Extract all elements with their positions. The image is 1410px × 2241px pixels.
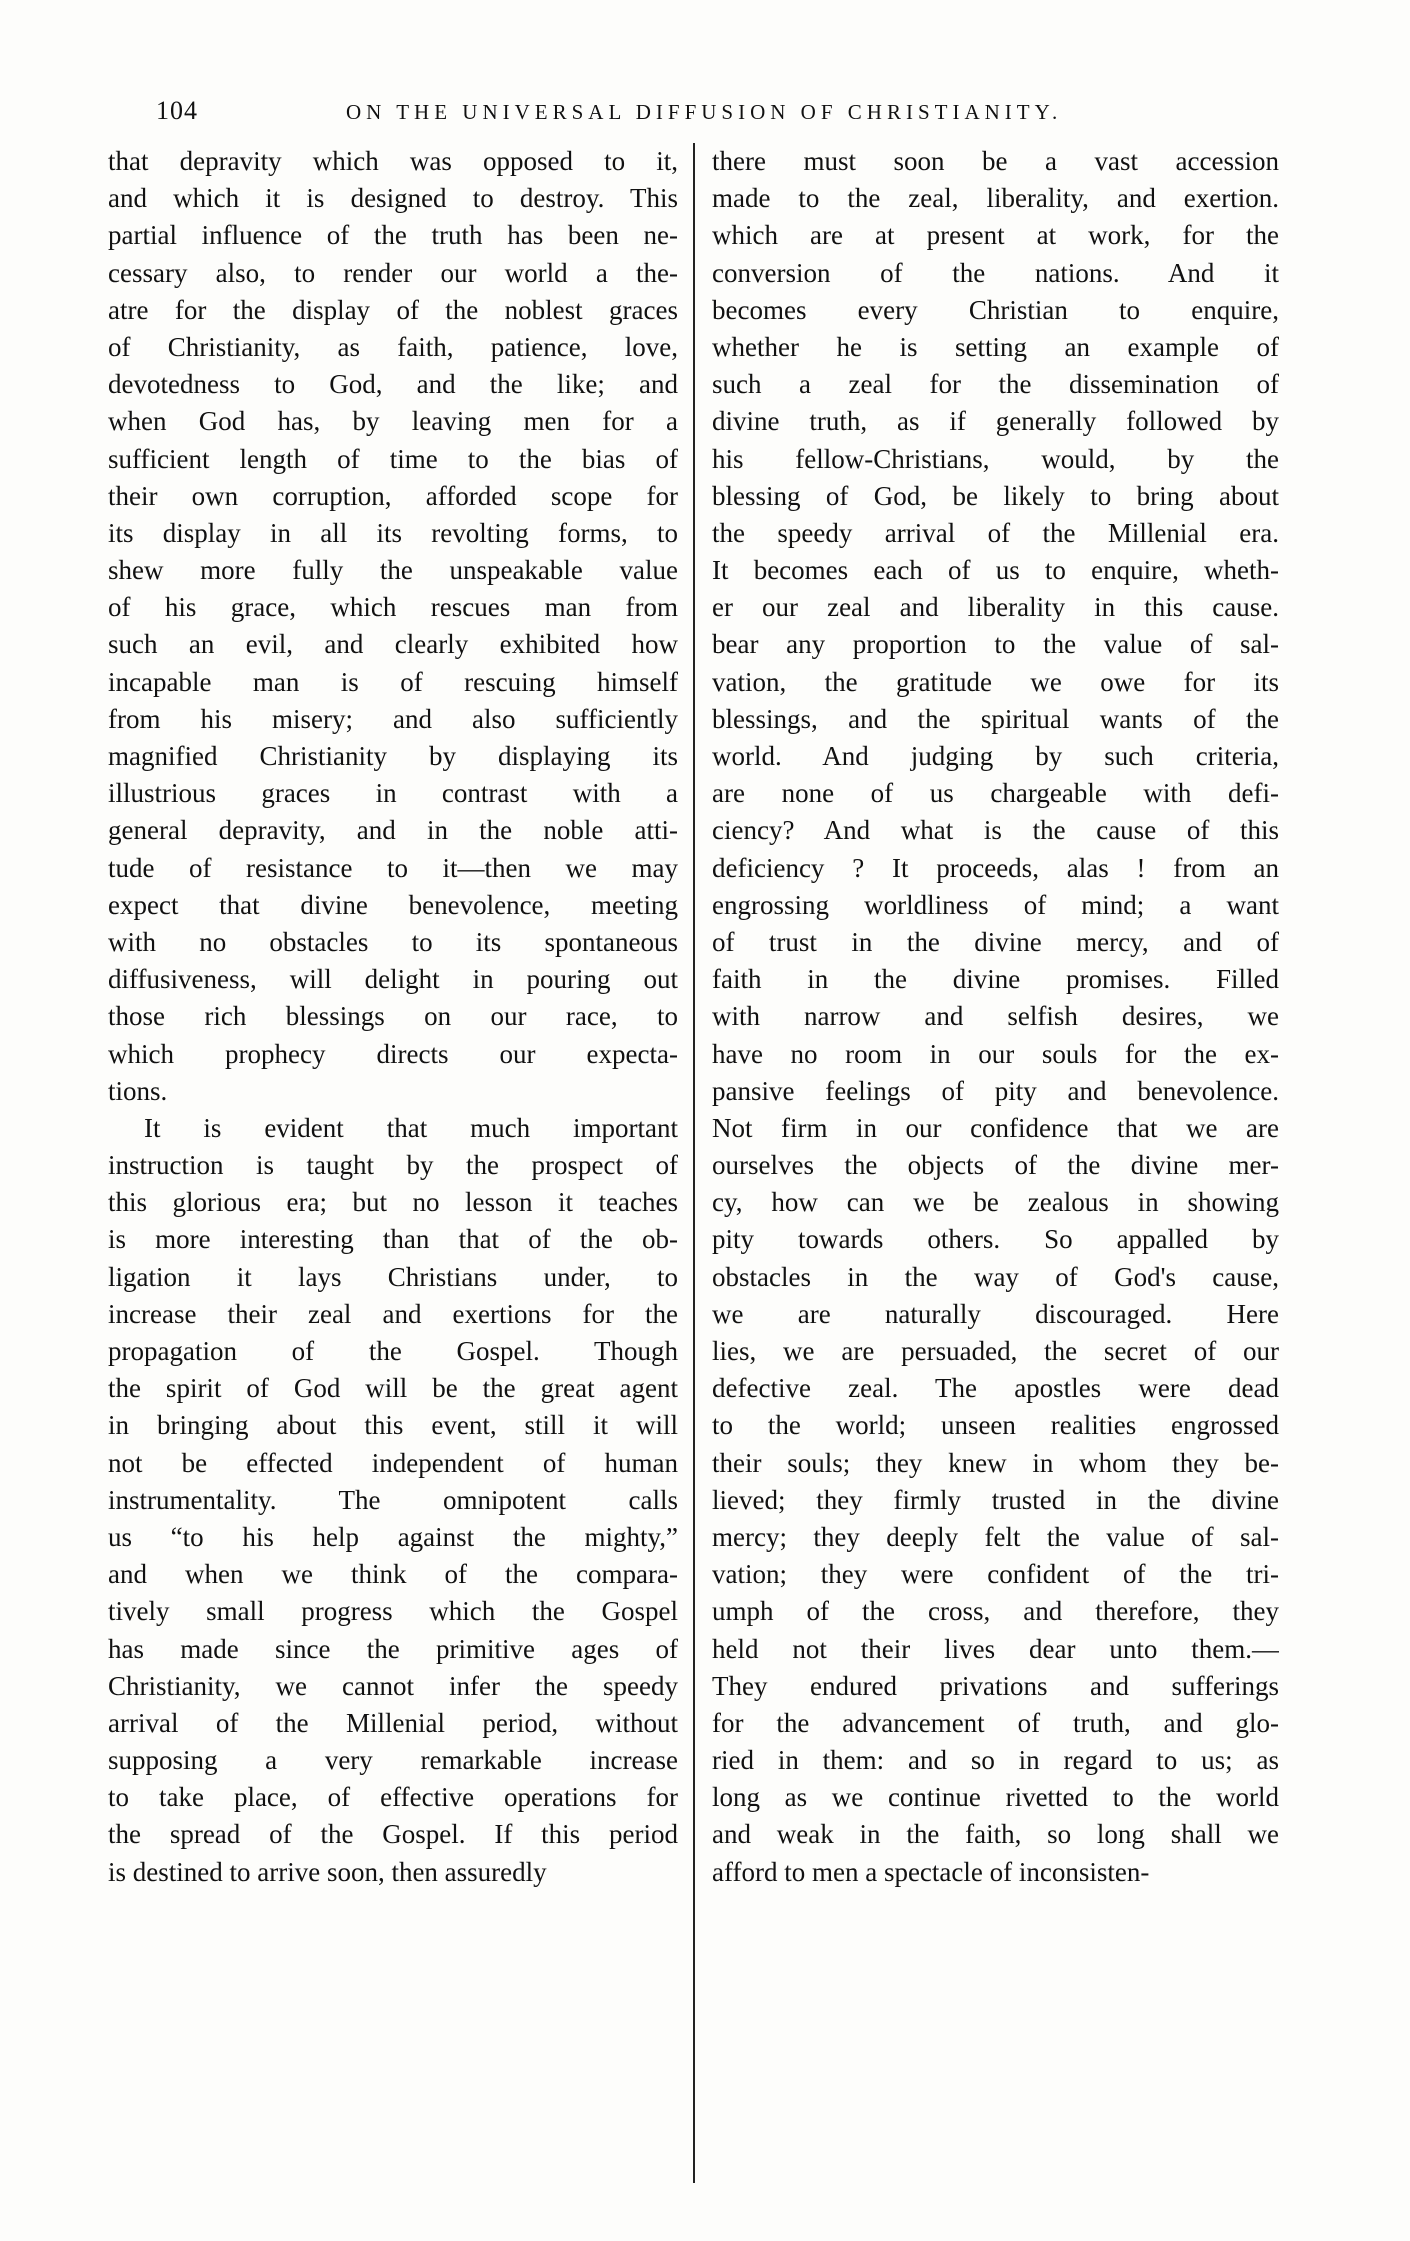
- text-line: tude of resistance to it—then we may: [108, 852, 678, 883]
- running-head: ON THE UNIVERSAL DIFFUSION OF CHRISTIANITY.: [346, 100, 1063, 124]
- text-line: us “to his help against the mighty,”: [108, 1521, 678, 1552]
- right-column: [712, 143, 1279, 1891]
- text-line: to take place, of effective operations for: [108, 1782, 678, 1813]
- text-line: lies, we are persuaded, the secret of our: [712, 1336, 1279, 1366]
- text-line: in bringing about this event, still it will: [108, 1410, 678, 1441]
- text-line: It becomes each of us to enquire, wheth-: [712, 555, 1279, 586]
- text-line: obstacles in the way of God's cause,: [712, 1261, 1279, 1292]
- text-line: the spread of the Gospel. If this period: [108, 1819, 678, 1850]
- text-line: whether he is setting an example of: [712, 331, 1279, 362]
- text-line: such an evil, and clearly exhibited how: [108, 629, 678, 660]
- left-column: [108, 143, 678, 1891]
- text-line: atre for the display of the noblest graces: [108, 294, 678, 325]
- text-line: instruction is taught by the prospect of: [108, 1150, 678, 1181]
- text-line: such a zeal for the dissemination of: [712, 369, 1279, 400]
- text-line: there must soon be a vast accession: [712, 146, 1279, 176]
- text-line: sufficient length of time to the bias of: [108, 443, 678, 474]
- text-line: cy, how can we be zealous in showing: [712, 1187, 1279, 1218]
- text-line: umph of the cross, and therefore, they: [712, 1596, 1279, 1627]
- text-line: divine truth, as if generally followed by: [712, 406, 1279, 437]
- text-line: and weak in the faith, so long shall we: [712, 1819, 1279, 1850]
- text-line: tions.: [108, 1075, 168, 1106]
- text-line: faith in the divine promises. Filled: [712, 964, 1279, 995]
- text-line: devotedness to God, and the like; and: [108, 369, 678, 400]
- text-line: made to the zeal, liberality, and exertion.: [712, 183, 1279, 214]
- text-line: bear any proportion to the value of sal-: [712, 629, 1279, 660]
- text-line: not be effected independent of human: [108, 1447, 678, 1478]
- text-line: diffusiveness, will delight in pouring out: [108, 964, 678, 995]
- text-line: with narrow and selfish desires, we: [712, 1001, 1279, 1032]
- text-line: of trust in the divine mercy, and of: [712, 926, 1279, 957]
- text-line: is destined to arrive soon, then assuredly: [108, 1856, 547, 1887]
- text-line: general depravity, and in the noble atti-: [108, 815, 678, 846]
- text-line: the spirit of God will be the great agent: [108, 1373, 678, 1404]
- text-line: for the advancement of truth, and glo-: [712, 1707, 1279, 1738]
- text-line: vation, the gratitude we owe for its: [712, 666, 1279, 697]
- text-line: their souls; they knew in whom they be-: [712, 1447, 1279, 1478]
- text-line: when God has, by leaving men for a: [108, 406, 678, 437]
- text-line: we are naturally discouraged. Here: [712, 1298, 1279, 1329]
- text-line: its display in all its revolting forms, to: [108, 517, 678, 548]
- text-line: ried in them: and so in regard to us; as: [712, 1745, 1279, 1776]
- text-line: partial influence of the truth has been ne-: [108, 220, 678, 251]
- text-line: to the world; unseen realities engrossed: [712, 1410, 1279, 1441]
- text-line: have no room in our souls for the ex-: [712, 1038, 1279, 1069]
- text-line: tively small progress which the Gospel: [108, 1596, 678, 1627]
- text-line: world. And judging by such criteria,: [712, 741, 1279, 771]
- text-line: is more interesting than that of the ob-: [108, 1224, 678, 1255]
- text-line: which prophecy directs our expecta-: [108, 1038, 678, 1069]
- text-line: held not their lives dear unto them.—: [712, 1633, 1279, 1664]
- text-line: ciency? And what is the cause of this: [712, 815, 1279, 846]
- text-line: Christianity, we cannot infer the speedy: [108, 1670, 678, 1701]
- text-line: It is evident that much important: [144, 1112, 678, 1143]
- text-line: ourselves the objects of the divine mer-: [712, 1150, 1279, 1181]
- text-line: ligation it lays Christians under, to: [108, 1261, 678, 1292]
- text-line: Not firm in our confidence that we are: [712, 1112, 1279, 1143]
- text-line: conversion of the nations. And it: [712, 257, 1279, 288]
- text-line: and which it is designed to destroy. This: [108, 183, 678, 214]
- text-line: of Christianity, as faith, patience, love,: [108, 331, 678, 362]
- text-line: illustrious graces in contrast with a: [108, 778, 678, 809]
- text-line: afford to men a spectacle of inconsisten-: [712, 1856, 1150, 1887]
- text-line: cessary also, to render our world a the-: [108, 257, 678, 288]
- text-line: pansive feelings of pity and benevolence.: [712, 1075, 1279, 1106]
- page-header: [86, 96, 1306, 126]
- text-line: with no obstacles to its spontaneous: [108, 926, 678, 957]
- text-line: that depravity which was opposed to it,: [108, 146, 678, 176]
- text-line: vation; they were confident of the tri-: [712, 1559, 1279, 1590]
- page-number: 104: [156, 96, 198, 125]
- text-line: are none of us chargeable with defi-: [712, 778, 1279, 809]
- text-line: arrival of the Millenial period, without: [108, 1707, 678, 1738]
- text-line: those rich blessings on our race, to: [108, 1001, 678, 1032]
- text-line: becomes every Christian to enquire,: [712, 294, 1279, 325]
- text-line: which are at present at work, for the: [712, 220, 1279, 251]
- text-line: instrumentality. The omnipotent calls: [108, 1484, 678, 1515]
- text-line: They endured privations and sufferings: [712, 1670, 1279, 1701]
- text-line: magnified Christianity by displaying its: [108, 741, 678, 771]
- text-line: pity towards others. So appalled by: [712, 1224, 1279, 1255]
- text-line: er our zeal and liberality in this cause.: [712, 592, 1279, 623]
- text-line: blessings, and the spiritual wants of the: [712, 703, 1279, 734]
- text-line: propagation of the Gospel. Though: [108, 1336, 678, 1366]
- text-line: of his grace, which rescues man from: [108, 592, 678, 623]
- text-line: long as we continue rivetted to the world: [712, 1782, 1279, 1813]
- text-line: engrossing worldliness of mind; a want: [712, 889, 1279, 920]
- text-line: supposing a very remarkable increase: [108, 1745, 678, 1776]
- text-line: this glorious era; but no lesson it teaches: [108, 1187, 678, 1218]
- text-line: increase their zeal and exertions for the: [108, 1298, 678, 1329]
- text-line: mercy; they deeply felt the value of sal-: [712, 1521, 1279, 1552]
- text-line: their own corruption, afforded scope for: [108, 480, 678, 511]
- text-line: defective zeal. The apostles were dead: [712, 1373, 1279, 1404]
- text-line: incapable man is of rescuing himself: [108, 666, 678, 697]
- text-line: shew more fully the unspeakable value: [108, 555, 678, 586]
- text-line: deficiency ? It proceeds, alas ! from an: [712, 852, 1279, 883]
- column-divider: [693, 143, 695, 2183]
- text-line: lieved; they firmly trusted in the divine: [712, 1484, 1279, 1515]
- text-line: has made since the primitive ages of: [108, 1633, 678, 1664]
- text-line: his fellow-Christians, would, by the: [712, 443, 1279, 474]
- text-line: blessing of God, be likely to bring about: [712, 480, 1279, 511]
- text-line: the speedy arrival of the Millenial era.: [712, 517, 1279, 548]
- text-line: and when we think of the compara-: [108, 1559, 678, 1590]
- text-line: from his misery; and also sufficiently: [108, 703, 678, 734]
- text-line: expect that divine benevolence, meeting: [108, 889, 678, 920]
